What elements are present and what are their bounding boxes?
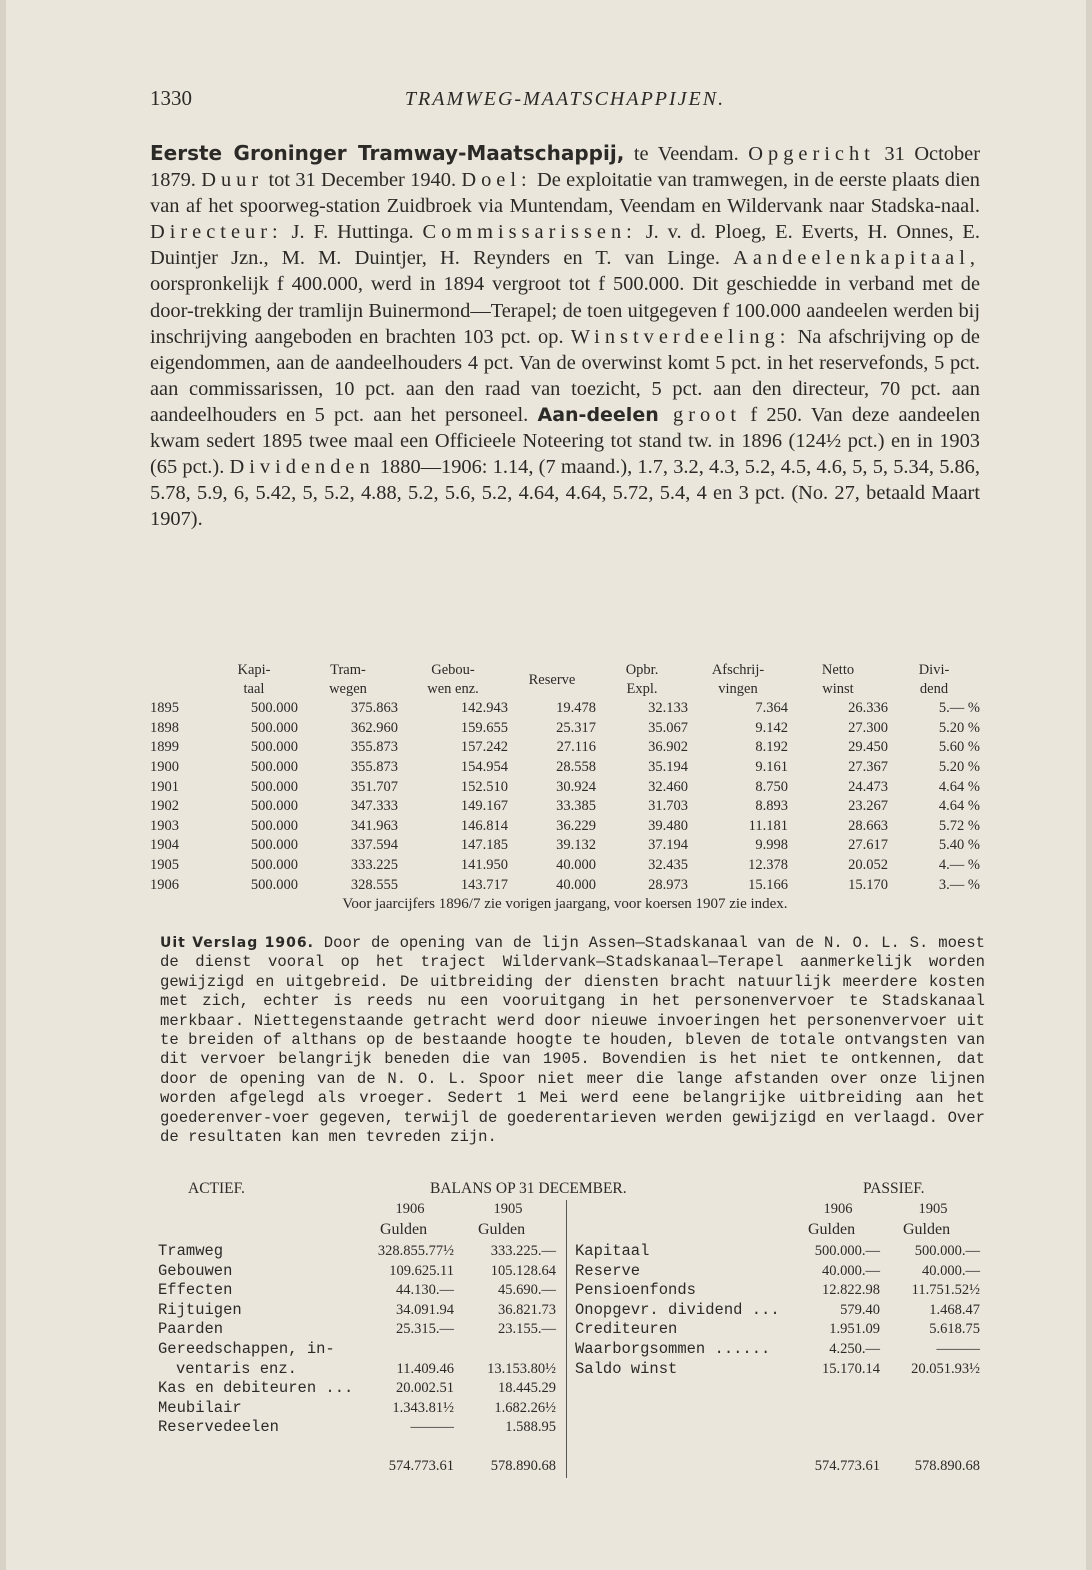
table-cell: 19.478 xyxy=(556,700,596,717)
table-cell: 37.194 xyxy=(648,837,688,854)
annual-report-excerpt xyxy=(160,934,985,1147)
table-cell: 328.555 xyxy=(350,876,398,893)
text-doel: De exploitatie van tramwegen, in de eerste plaats dien van af het spoorweg-station Zuidbroek via Muntendam, Veendam en Wildervank naar Stadska-naal. xyxy=(150,169,980,218)
table-row xyxy=(150,817,980,837)
table-cell: 351.707 xyxy=(350,778,398,795)
year-cell: 1901 xyxy=(150,778,179,795)
column-header-line2: vingen xyxy=(718,681,758,697)
table-cell: 149.167 xyxy=(460,798,508,815)
column-header-line2: taal xyxy=(243,681,265,697)
label-aandeelenkapitaal: Aandeelenkapitaal, xyxy=(733,247,980,270)
company-description xyxy=(150,140,980,532)
table-cell: 36.229 xyxy=(556,817,596,834)
actief-item-label: Gebouwen xyxy=(158,1261,233,1280)
table-cell: 27.116 xyxy=(556,739,596,756)
table-cell: 30.924 xyxy=(556,778,596,795)
year-cell: 1904 xyxy=(150,837,179,854)
table-cell: 11.181 xyxy=(748,817,788,834)
label-commissarissen: Commissarissen: xyxy=(422,221,637,244)
actief-value-1905: 105.128.64 xyxy=(490,1262,556,1279)
table-cell: 31.703 xyxy=(648,798,688,815)
table-cell: 5.20 % xyxy=(938,759,980,776)
table-row xyxy=(150,797,980,817)
text-opgericht: 31 October 1879. xyxy=(150,143,981,192)
label-duur: Duur xyxy=(201,169,264,192)
text-duur: tot 31 December 1940. xyxy=(263,169,462,192)
actief-year-1905: 1905 xyxy=(493,1201,523,1217)
table-cell: 141.950 xyxy=(460,857,508,874)
actief-value-1906: 11.409.46 xyxy=(396,1360,454,1377)
actief-item-label: Effecten xyxy=(158,1281,233,1300)
actief-value-1906: 109.625.11 xyxy=(389,1262,454,1279)
table-cell: 500.000 xyxy=(250,817,298,834)
column-header xyxy=(210,661,298,699)
table-cell: 27.300 xyxy=(848,719,888,736)
passief-item-label: Reserve xyxy=(575,1261,641,1280)
actief-item-label: ventaris enz. xyxy=(176,1359,297,1378)
text-aandeelen: f 250. Van deze aandeelen kwam sedert 1895 twee maal een Officieele Noteering tot stand tw. in 1896 (124½ pct.) en in 1903 (65 pct.). xyxy=(150,403,981,479)
actief-value-1905: 333.225.— xyxy=(490,1243,556,1259)
actief-value-1905: 18.445.29 xyxy=(498,1380,556,1397)
table-cell: 40.000 xyxy=(556,876,596,893)
table-cell: 147.185 xyxy=(460,837,508,854)
table-cell: 500.000 xyxy=(250,798,298,815)
balance-title: BALANS OP 31 DECEMBER. xyxy=(430,1180,627,1197)
column-header-line2: Expl. xyxy=(626,681,658,697)
label-dividenden: Dividenden xyxy=(229,456,375,479)
year-cell: 1903 xyxy=(150,817,179,834)
passief-value-1906: 500.000.— xyxy=(814,1243,880,1259)
table-cell: 39.132 xyxy=(556,837,596,854)
table-cell: 36.902 xyxy=(648,739,688,756)
actief-total-1905: 578.890.68 xyxy=(490,1458,556,1474)
table-cell: 33.385 xyxy=(556,798,596,815)
table-cell: 27.617 xyxy=(848,837,888,854)
passief-item-label: Saldo winst xyxy=(575,1359,678,1378)
actief-year-1906: 1906 xyxy=(395,1201,425,1217)
table-cell: 500.000 xyxy=(250,837,298,854)
actief-value-1905: 45.690.— xyxy=(498,1282,556,1299)
table-cell: 8.750 xyxy=(755,778,788,795)
text-dividenden: 1880—1906: 1.14, (7 maand.), 1.7, 3.2, 4.3, 5.2, 4.5, 4.6, 5, 5, 5.34, 5.86, 5.78, 5.9, 6, 5.42, 5, 5.2, 4.88, 5.2, 5.6, 5.2, 4.64, 4.64, 5.72, 5.4, 4 en 3 pct. (No. 27, betaald Maart 1907). xyxy=(150,456,980,531)
actief-item-label: Kas en debiteuren ... xyxy=(158,1379,354,1398)
actief-item-label: Paarden xyxy=(158,1320,224,1339)
table-cell: 341.963 xyxy=(350,817,398,834)
table-cell: 500.000 xyxy=(250,719,298,736)
column-header-line1: Afschrij- xyxy=(711,662,765,678)
year-cell: 1902 xyxy=(150,798,179,815)
label-winstverdeeling: Winstverdeeling: xyxy=(570,325,791,348)
column-header-line1: Netto xyxy=(821,662,855,678)
actief-value-1906: 328.855.77½ xyxy=(377,1243,454,1259)
running-title: TRAMWEG-MAATSCHAPPIJEN. xyxy=(404,88,726,110)
table-cell: 35.067 xyxy=(648,719,688,736)
table-cell: 40.000 xyxy=(556,857,596,874)
passief-value-1905: 11.751.52½ xyxy=(911,1282,980,1299)
passief-item-label: Crediteuren xyxy=(575,1320,678,1339)
page-number: 1330 xyxy=(150,86,192,110)
text-directeur: J. F. Huttinga. xyxy=(282,221,423,244)
table-cell: 26.336 xyxy=(848,700,888,717)
passief-item-label: Waarborgsommen ...... xyxy=(575,1340,771,1358)
table-note: Voor jaarcijfers 1896/7 zie vorigen jaargang, voor koersen 1907 zie index. xyxy=(342,896,788,912)
table-cell: 32.460 xyxy=(648,778,688,795)
column-header-line1: Divi- xyxy=(918,662,950,678)
column-header xyxy=(688,661,788,699)
column-header-line1: Gebou- xyxy=(431,662,475,678)
table-cell: 355.873 xyxy=(350,739,398,756)
year-cell: 1899 xyxy=(150,739,179,756)
table-row xyxy=(150,699,980,719)
table-cell: 5.— % xyxy=(938,700,980,717)
table-cell: 3.— % xyxy=(938,876,980,893)
table-cell: 8.192 xyxy=(755,739,788,756)
actief-value-1905: 1.588.95 xyxy=(505,1419,556,1436)
passief-title: PASSIEF. xyxy=(863,1180,925,1197)
passief-value-1905: 500.000.— xyxy=(914,1243,980,1259)
table-cell: 375.863 xyxy=(350,700,398,717)
actief-total-1906: 574.773.61 xyxy=(388,1458,454,1474)
table-cell: 28.663 xyxy=(848,817,888,834)
year-cell: 1895 xyxy=(150,700,179,717)
actief-item-label: Gereedschappen, in- xyxy=(158,1340,335,1358)
table-cell: 4.64 % xyxy=(938,778,980,795)
table-row xyxy=(150,777,980,797)
dividend-table-body xyxy=(150,699,980,895)
page-header xyxy=(150,86,980,116)
table-cell: 500.000 xyxy=(250,876,298,893)
passief-value-1906: 15.170.14 xyxy=(822,1360,880,1377)
label-groot: groot xyxy=(658,403,742,426)
year-cell: 1900 xyxy=(150,759,179,776)
passief-unit-1905: Gulden xyxy=(903,1221,951,1238)
table-cell: 5.72 % xyxy=(938,817,980,834)
column-header-line2: winst xyxy=(822,681,854,697)
column-header-line1: Tram- xyxy=(330,662,366,678)
table-cell: 5.20 % xyxy=(938,719,980,736)
actief-unit-1906: Gulden xyxy=(380,1221,428,1238)
passief-total-1906: 574.773.61 xyxy=(814,1458,880,1474)
actief-item-label: Meubilair xyxy=(158,1398,242,1417)
actief-value-1905: 23.155.— xyxy=(498,1321,556,1338)
passief-item-label: Onopgevr. dividend ... xyxy=(575,1300,780,1319)
column-header-line2: Reserve xyxy=(528,671,576,688)
column-header-line2: wegen xyxy=(329,681,367,697)
actief-value-1905: 36.821.73 xyxy=(498,1301,556,1318)
verslag-text: Door de opening van de lijn Assen—Stadskanaal van de N. O. L. S. moest de dienst vooral op het traject Wildervank—Stadskanaal—Terapel aanmerkelijk worden gewijzigd en uitgebreid. De uitbreiding der diensten bracht natuurlijk meerdere kosten met zich, echter is reeds nu een vooruitgang in het personenvervoer te Stadskanaal merkbaar. Niettegenstaande getracht werd door nieuwe invoeringen het personenvervoer uit te breiden of althans op de bestaande hoogte te houden, bleven de totale ontvangsten van dit vervoer belangrijk beneden die van 1905. Bovendien is het niet te ontkennen, dat door de opening van de N. O. L. Spoor niet meer die lange afstanden over onze lijnen worden afgelegd als vroeger. Sedert 1 Mei werd eene belangrijke uitbreiding aan het goederenver-voer gegeven, terwijl de goederentarieven werden gewijzigd en verlaagd. Over de resultaten kan men tevreden zijn. xyxy=(160,934,985,1147)
passief-total-1905: 578.890.68 xyxy=(914,1458,980,1474)
column-header xyxy=(508,661,596,699)
year-cell: 1906 xyxy=(150,876,179,893)
table-cell: 146.814 xyxy=(460,817,508,834)
label-doel: Doel: xyxy=(461,169,532,192)
column-header-line2: dend xyxy=(919,681,949,697)
company-name: Eerste Groninger Tramway-Maatschappij, xyxy=(150,141,625,165)
table-cell: 500.000 xyxy=(250,759,298,776)
passief-value-1906: 4.250.— xyxy=(829,1341,880,1357)
column-header-line1: Kapi- xyxy=(237,662,271,678)
label-directeur: Directeur: xyxy=(150,221,283,244)
passief-value-1905: ——— xyxy=(936,1341,980,1357)
actief-title: ACTIEF. xyxy=(188,1180,245,1197)
table-cell: 39.480 xyxy=(648,817,688,834)
table-cell: 15.166 xyxy=(748,876,788,893)
table-cell: 25.317 xyxy=(556,719,596,736)
actief-value-1906: 34.091.94 xyxy=(396,1301,454,1318)
table-cell: 9.142 xyxy=(755,719,788,736)
table-cell: 4.— % xyxy=(938,857,980,874)
column-header-line2: wen enz. xyxy=(427,681,479,697)
passief-value-1906: 12.822.98 xyxy=(822,1282,880,1299)
passief-value-1905: 1.468.47 xyxy=(929,1301,980,1318)
actief-item-label: Tramweg xyxy=(158,1242,224,1260)
page-edge-right xyxy=(1086,0,1092,1570)
dividend-table xyxy=(150,661,980,895)
actief-value-1906: 25.315.— xyxy=(396,1321,454,1338)
table-cell: 347.333 xyxy=(350,798,398,815)
table-cell: 500.000 xyxy=(250,739,298,756)
actief-item-label: Rijtuigen xyxy=(158,1300,242,1319)
table-cell: 333.225 xyxy=(350,857,398,874)
actief-value-1906: ——— xyxy=(410,1419,454,1436)
table-cell: 159.655 xyxy=(460,719,508,736)
passief-value-1905: 20.051.93½ xyxy=(911,1360,980,1377)
text-commissarissen: J. v. d. Ploeg, E. Everts, H. Onnes, E. Duintjer Jzn., M. M. Duintjer, H. Reynders en T. van Linge. xyxy=(150,221,980,270)
year-cell: 1905 xyxy=(150,857,179,874)
table-cell: 15.170 xyxy=(848,876,888,893)
text-aandeelenkapitaal: oorspronkelijk f 400.000, werd in 1894 vergroot tot f 500.000. Dit geschiedde in verband met de door-trekking der tramlijn Buinermond—Terapel; de toen uitgegeven f 100.000 aandeelen werden bij inschrijving aangeboden en brachten 103 pct. op. xyxy=(150,273,980,348)
table-row xyxy=(150,856,980,876)
table-cell: 5.40 % xyxy=(938,837,980,854)
passief-unit-1906: Gulden xyxy=(808,1221,856,1238)
table-cell: 142.943 xyxy=(460,700,508,717)
table-cell: 28.558 xyxy=(556,759,596,776)
table-cell: 143.717 xyxy=(460,876,508,893)
column-header xyxy=(596,661,688,699)
table-cell: 355.873 xyxy=(350,759,398,776)
actief-value-1905: 1.682.26½ xyxy=(494,1399,556,1416)
table-row xyxy=(150,875,980,895)
table-cell: 29.450 xyxy=(848,739,888,756)
table-cell: 27.367 xyxy=(848,759,888,776)
table-cell: 32.435 xyxy=(648,857,688,874)
actief-value-1906: 44.130.— xyxy=(396,1282,454,1299)
table-cell: 5.60 % xyxy=(938,739,980,756)
page-edge-left xyxy=(0,0,6,1570)
table-row xyxy=(150,719,980,739)
label-aandeelen: Aan-deelen xyxy=(537,403,659,426)
column-header-line1: Opbr. xyxy=(625,662,659,678)
table-cell: 12.378 xyxy=(748,857,788,874)
table-cell: 157.242 xyxy=(460,739,508,756)
dividend-table-header xyxy=(150,661,980,699)
column-header xyxy=(298,661,398,699)
table-cell: 32.133 xyxy=(648,700,688,717)
passief-value-1906: 1.951.09 xyxy=(829,1321,880,1338)
table-cell: 7.364 xyxy=(755,700,788,717)
table-cell: 23.267 xyxy=(848,798,888,815)
table-row xyxy=(150,758,980,778)
passief-year-1905: 1905 xyxy=(918,1201,948,1217)
actief-value-1905: 13.153.80½ xyxy=(487,1360,556,1377)
passief-value-1905: 40.000.— xyxy=(922,1262,980,1279)
balance-divider xyxy=(566,1200,567,1478)
table-cell: 8.893 xyxy=(755,798,788,815)
label-opgericht: Opgericht xyxy=(748,143,875,165)
table-cell: 152.510 xyxy=(460,778,508,795)
column-header xyxy=(150,661,210,699)
table-cell: 154.954 xyxy=(460,759,508,776)
passief-item-label: Kapitaal xyxy=(575,1242,650,1260)
passief-value-1906: 40.000.— xyxy=(822,1262,880,1279)
table-cell: 24.473 xyxy=(848,778,888,795)
table-cell: 362.960 xyxy=(350,719,398,736)
actief-item-label: Reservedeelen xyxy=(158,1418,279,1437)
year-cell: 1898 xyxy=(150,719,179,736)
table-cell: 500.000 xyxy=(250,857,298,874)
verslag-label: Uit Verslag 1906. xyxy=(160,935,314,951)
passief-year-1906: 1906 xyxy=(823,1201,853,1217)
passief-value-1906: 579.40 xyxy=(840,1301,880,1318)
text-winstverdeeling: Na afschrijving op de eigendommen, aan de aandeelhouders 4 pct. Van de overwinst komt 5 pct. in het reservefonds, 5 pct. aan commissarissen, 10 pct. aan den raad van toezicht, 5 pct. aan den directeur, 70 pct. aan aandeelhouders en 5 pct. aan het personeel. xyxy=(150,325,980,426)
table-cell: 20.052 xyxy=(848,857,888,874)
table-cell: 28.973 xyxy=(648,876,688,893)
passief-value-1905: 5.618.75 xyxy=(929,1321,980,1338)
column-header xyxy=(788,661,888,699)
actief-value-1906: 20.002.51 xyxy=(396,1380,454,1397)
column-header xyxy=(888,661,980,699)
table-cell: 500.000 xyxy=(250,778,298,795)
actief-unit-1905: Gulden xyxy=(478,1221,526,1238)
actief-value-1906: 1.343.81½ xyxy=(392,1399,454,1416)
table-cell: 35.194 xyxy=(648,759,688,776)
table-cell: 337.594 xyxy=(350,837,398,854)
table-cell: 4.64 % xyxy=(938,798,980,815)
table-cell: 9.161 xyxy=(755,759,788,776)
table-cell: 500.000 xyxy=(250,700,298,717)
passief-item-label: Pensioenfonds xyxy=(575,1281,696,1300)
table-cell: 9.998 xyxy=(755,837,788,854)
company-location: te Veendam. xyxy=(624,143,749,165)
table-row xyxy=(150,738,980,758)
table-row xyxy=(150,836,980,856)
column-header xyxy=(398,661,508,699)
